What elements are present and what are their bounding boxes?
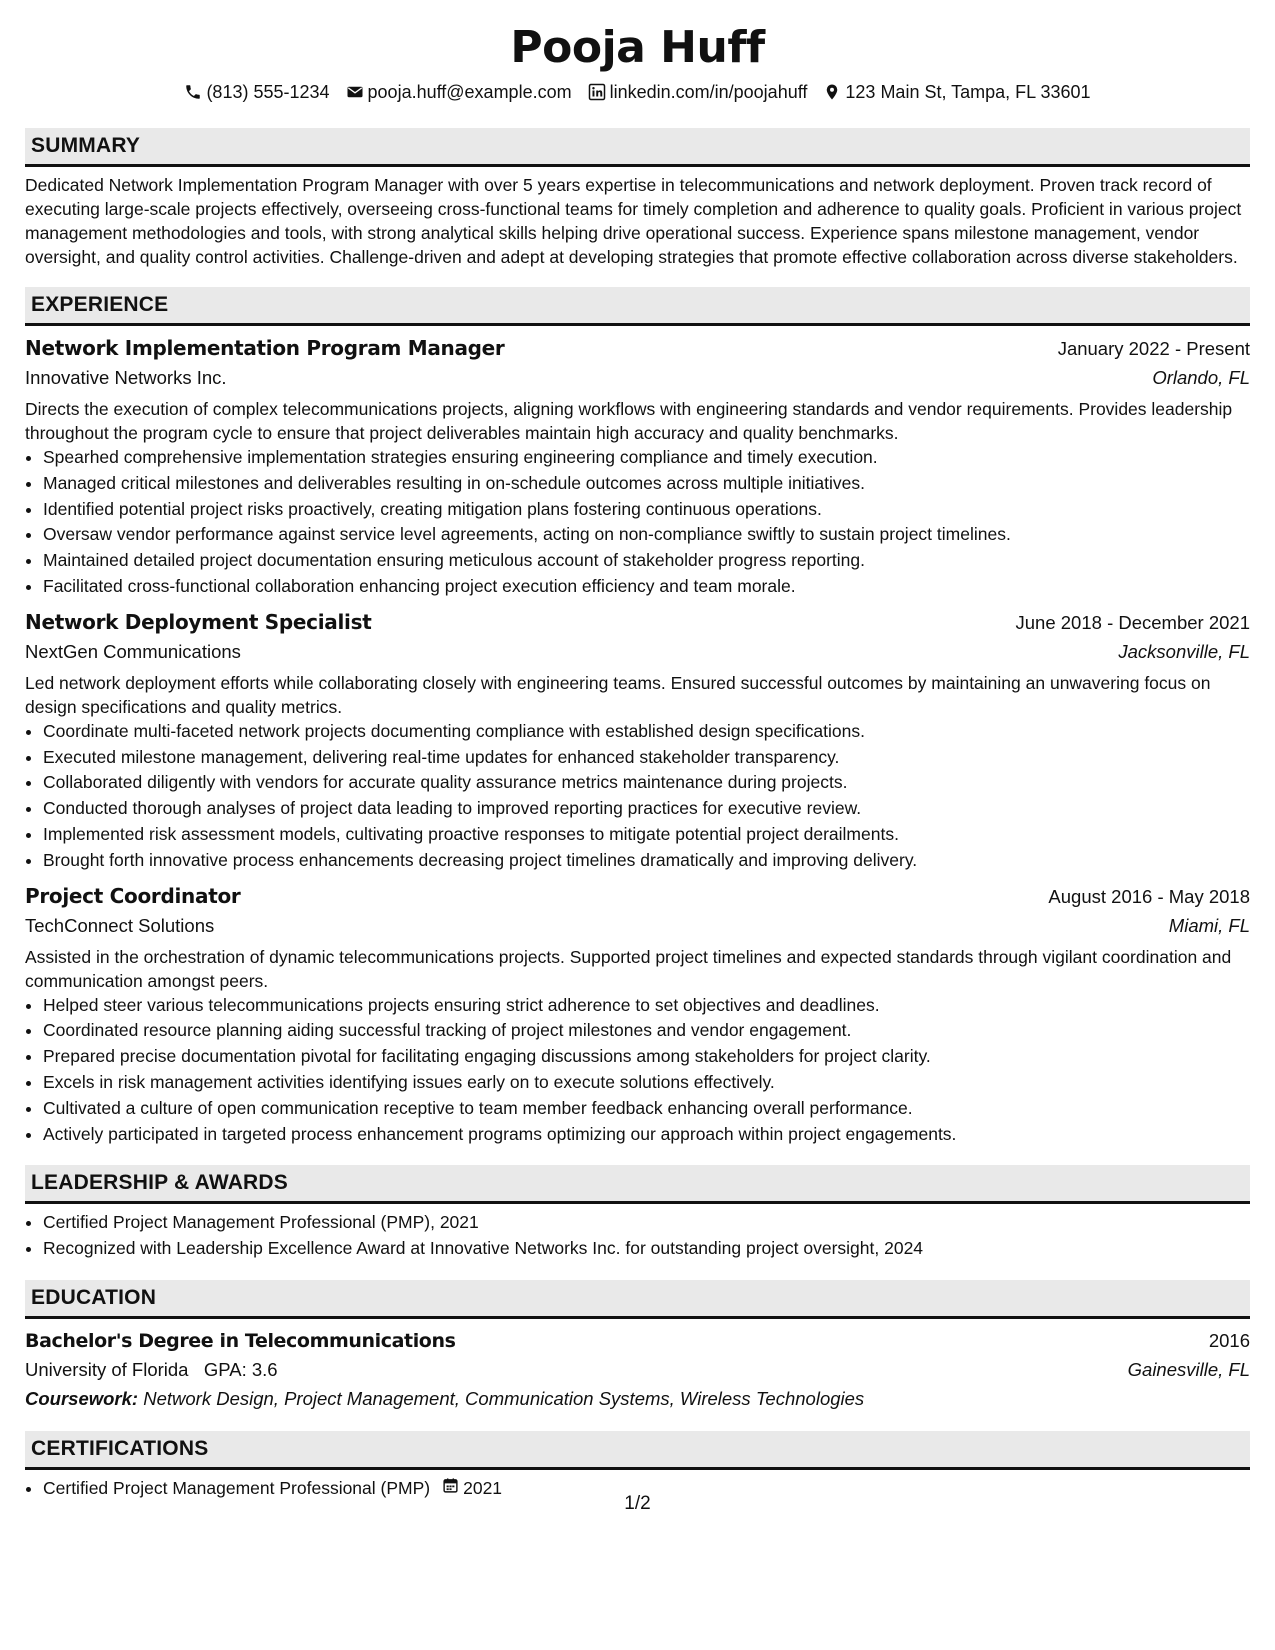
job-title: Network Implementation Program Manager: [25, 336, 505, 360]
page-number: 1/2: [624, 1493, 651, 1514]
envelope-icon: [346, 83, 364, 101]
graduation-year: 2016: [1208, 1329, 1250, 1351]
list-item: • Excels in risk management activities identifying issues early on to execute solutions effectively.: [43, 1070, 1250, 1096]
experience-heading: EXPERIENCE: [25, 287, 1250, 326]
certification-name: • Certified Project Management Professional (PMP): [43, 1477, 431, 1498]
list-item: • Coordinated resource planning aiding successful tracking of project milestones and vendor engagement.: [43, 1018, 1250, 1044]
job-location: Miami, FL: [1168, 914, 1250, 936]
company-name: TechConnect Solutions: [25, 914, 215, 936]
contact-email[interactable]: [346, 80, 572, 104]
list-item: • Identified potential project risks proactively, creating mitigation plans fostering continuous operations.: [43, 497, 1250, 523]
list-item: • Cultivated a culture of open communication receptive to team member feedback enhancing overall performance.: [43, 1096, 1250, 1122]
job-title: Project Coordinator: [25, 883, 241, 908]
candidate-name: Pooja Huff: [510, 22, 765, 73]
job-bullets: [25, 719, 1250, 874]
map-pin-icon: [823, 83, 841, 101]
list-item: • Brought forth innovative process enhancements decreasing project timelines dramatically and improving delivery.: [43, 848, 1250, 874]
certification-year: 2021: [463, 1477, 503, 1498]
list-item: • Prepared precise documentation pivotal for facilitating engaging discussions among stakeholders for project clarity.: [43, 1044, 1250, 1070]
list-item: • Implemented risk assessment models, cultivating proactive responses to mitigate potential project derailments.: [43, 822, 1250, 848]
contact-bar: [25, 80, 1250, 104]
list-item: • Recognized with Leadership Excellence Award at Innovative Networks Inc. for outstanding project oversight, 2024: [43, 1236, 1250, 1262]
list-item: • Certified Project Management Professional (PMP), 2021: [43, 1210, 1250, 1236]
contact-address: [823, 80, 1090, 104]
degree-title: Bachelor's Degree in Telecommunications: [25, 1329, 456, 1352]
company-name: Innovative Networks Inc.: [25, 367, 227, 388]
job-bullets: [25, 993, 1250, 1148]
summary-heading: SUMMARY: [25, 128, 1250, 167]
company-name: NextGen Communications: [25, 640, 241, 662]
list-item: • Conducted thorough analyses of project data leading to improved reporting practices for executive review.: [43, 796, 1250, 822]
coursework-label: Coursework:: [25, 1387, 139, 1409]
education-heading: EDUCATION: [25, 1280, 1250, 1319]
experience-entry: [25, 334, 1250, 600]
job-description: Led network deployment efforts while collaborating closely with engineering teams. Ensured successful outcomes by maintaining an unwavering focus on design specifications and quality metrics.: [25, 672, 1211, 717]
list-item: • Helped steer various telecommunications projects ensuring strict adherence to set objectives and deadlines.: [43, 993, 1250, 1019]
job-bullets: [25, 445, 1250, 600]
job-dates: June 2018 - December 2021: [1015, 611, 1250, 633]
school-name: University of Florida: [25, 1358, 189, 1380]
job-title: Network Deployment Specialist: [25, 609, 372, 634]
phone-icon: [184, 83, 202, 101]
job-location: Jacksonville, FL: [1118, 640, 1250, 662]
list-item: • Managed critical milestones and deliverables resulting in on-schedule outcomes across multiple initiatives.: [43, 471, 1250, 497]
contact-phone[interactable]: [184, 80, 329, 104]
gpa: GPA: 3.6: [203, 1358, 278, 1380]
awards-heading: LEADERSHIP & AWARDS: [25, 1165, 1250, 1204]
job-dates: August 2016 - May 2018: [1048, 885, 1250, 907]
linkedin-icon: [588, 83, 606, 101]
job-dates: January 2022 - Present: [1057, 338, 1250, 359]
list-item: • Oversaw vendor performance against service level agreements, acting on non-compliance swiftly to sustain project timelines.: [43, 522, 1250, 548]
list-item: • Facilitated cross-functional collaboration enhancing project execution efficiency and team morale.: [43, 574, 1250, 600]
contact-linkedin[interactable]: [588, 80, 808, 104]
coursework: [25, 1385, 1250, 1413]
list-item: • Maintained detailed project documentation ensuring meticulous account of stakeholder progress reporting.: [43, 548, 1250, 574]
list-item: • Actively participated in targeted process enhancement programs optimizing our approach within project engagements.: [43, 1122, 1250, 1148]
phone-text: (813) 555-1234: [206, 82, 330, 102]
education-entry: [25, 1327, 1250, 1413]
experience-entry: [25, 608, 1250, 874]
experience-entry: [25, 882, 1250, 1148]
certifications-heading: CERTIFICATIONS: [25, 1431, 1250, 1470]
address-text: 123 Main St, Tampa, FL 33601: [845, 82, 1091, 102]
school-location: Gainesville, FL: [1127, 1358, 1250, 1380]
job-description: Directs the execution of complex telecommunications projects, aligning workflows with engineering standards and vendor requirements. Provides leadership throughout the program cycle to ensure that project deliverables maintain high accuracy and quality benchmarks.: [25, 399, 1233, 443]
list-item: • Spearhed comprehensive implementation strategies ensuring engineering compliance and timely execution.: [43, 445, 1250, 471]
list-item: • Executed milestone management, delivering real-time updates for enhanced stakeholder transparency.: [43, 745, 1250, 771]
summary-text: Dedicated Network Implementation Program Manager with over 5 years expertise in telecommunications and network deployment. Proven track record of executing large-scale projects effectively, overseeing cross-functional teams for timely completion and adherence to quality goals. Proficient in various project management methodologies and tools, with strong analytical skills helping drive operational success. Experience spans milestone management, vendor oversight, and quality control activities. Challenge-driven and adept at developing strategies that promote effective collaboration across diverse stakeholders.: [25, 175, 1242, 267]
coursework-list: Network Design, Project Management, Communication Systems, Wireless Technologies: [143, 1387, 865, 1409]
linkedin-text: linkedin.com/in/poojahuff: [609, 82, 808, 102]
resume-page: [25, 22, 1250, 1502]
awards-list: [25, 1210, 1250, 1262]
job-description: Assisted in the orchestration of dynamic telecommunications projects. Supported project timelines and expected standards through vigilant coordination and communication amongst peers.: [25, 946, 1232, 991]
list-item: • Collaborated diligently with vendors for accurate quality assurance metrics maintenance during projects.: [43, 770, 1250, 796]
email-text: pooja.huff@example.com: [367, 82, 572, 102]
list-item: • Coordinate multi-faceted network projects documenting compliance with established design specifications.: [43, 719, 1250, 745]
job-location: Orlando, FL: [1152, 367, 1250, 388]
